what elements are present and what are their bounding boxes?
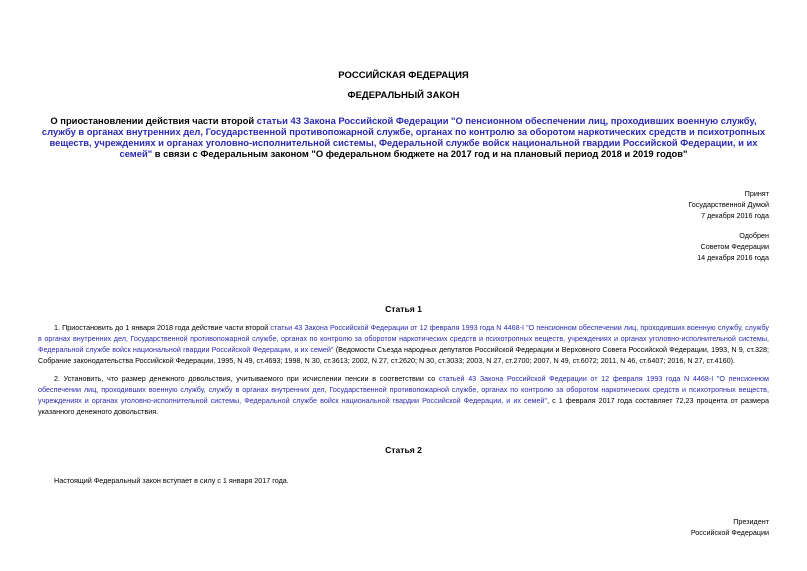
a1p1-suffix: (Ведомости Съезда народных депутатов Российской Федерации и Верховного Совета Российской Федерации, 1993, N 9, ст.328; Собрание законодательства Российской Федерации, 1995, N 49, ст.4693; 1998, N 30, ст.3613; 2002, N 27, ст.2620; N 30, ст.3033; 2003, N 27, ст.2700; 2007, N 49, ст.6072; 2011, N 46, ст.6407; 2016, N 27, ст.4160).: [38, 345, 769, 365]
signature-organization: Российской Федерации: [690, 528, 769, 537]
a2p1-text: Настоящий Федеральный закон вступает в силу с 1 января 2017 года.: [54, 476, 289, 485]
signature-title: Президент: [733, 517, 769, 526]
article-1-heading: Статья 1: [385, 304, 422, 314]
signature-block: [569, 516, 769, 538]
a1p2-prefix: 2. Установить, что размер денежного довольствия, учитываемого при исчислении пенсии в соответствии со: [54, 374, 439, 383]
a1p1-law-link[interactable]: статьи 43 Закона Российской Федерации от 12 февраля 1993 года N 4468-I "О пенсионном обеспечении лиц, проходивших военную службу, службу в органах внутренних дел, Государственной противопожарной службе, органах по контролю за оборотом наркотических средств и психотропных веществ, учреждениях и органах уголовно-исполнительной системы, Федеральной службе войск национальной гвардии Российской Федерации, и их семей": [38, 323, 769, 354]
approved-date: 14 декабря 2016 года: [697, 253, 769, 262]
adopted-date: 7 декабря 2016 года: [701, 211, 769, 220]
a1p2-suffix: , с 1 февраля 2017 года составляет 72,23 процента от размера указанного денежного довольствия.: [38, 396, 769, 416]
law-type-heading: ФЕДЕРАЛЬНЫЙ ЗАКОН: [347, 90, 460, 101]
title-suffix: в связи с Федеральным законом "О федеральном бюджете на 2017 год и на плановый период 2018 и 2019 годов": [152, 148, 688, 159]
article-1-paragraph-2: [38, 373, 769, 417]
country-heading: РОССИЙСКАЯ ФЕДЕРАЦИЯ: [338, 70, 469, 81]
a1p2-law-link[interactable]: статьей 43 Закона Российской Федерации от 12 февраля 1993 года N 4468-I "О пенсионном обеспечении лиц, проходивших военную службу, службу в органах внутренних дел, Государственной противопожарной службе, органах по контролю за оборотом наркотических средств и психотропных веществ, учреждениях и органах уголовно-исполнительной системы, Федеральной службе войск национальной гвардии Российской Федерации, и их семей": [38, 374, 769, 405]
article-2-heading: Статья 2: [385, 445, 422, 455]
adoption-block: [569, 188, 769, 263]
adopted-label: Принят: [744, 189, 769, 198]
approved-by: Советом Федерации: [700, 242, 769, 251]
a1p1-prefix: 1. Приостановить до 1 января 2018 года действие части второй: [54, 323, 271, 332]
title-law-link[interactable]: статьи 43 Закона Российской Федерации "О пенсионном обеспечении лиц, проходивших военную службу, службу в органах внутренних дел, Государственной противопожарной службе, органах по контролю за оборотом наркотических средств и психотропных веществ, учреждениях и органах уголовно-исполнительной системы, Федеральной службе войск национальной гвардии Российской Федерации, и их семей": [41, 115, 766, 159]
article-2-paragraph-1: [38, 475, 769, 486]
adopted-by: Государственной Думой: [688, 200, 769, 209]
approved-label: Одобрен: [739, 231, 769, 240]
law-title: [40, 115, 767, 159]
title-prefix: О приостановлении действия части второй: [50, 115, 257, 126]
article-1-paragraph-1: [38, 322, 769, 366]
